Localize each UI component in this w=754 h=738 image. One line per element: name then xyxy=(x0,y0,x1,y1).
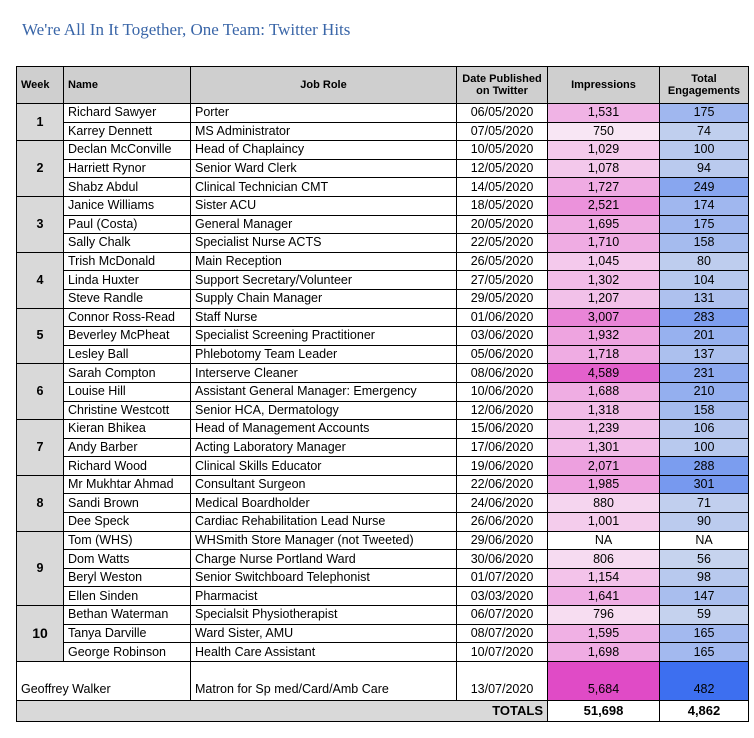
impressions-cell: 1,207 xyxy=(548,289,660,308)
engagements-cell: 175 xyxy=(660,104,749,123)
name-cell: Steve Randle xyxy=(64,289,191,308)
table-row xyxy=(17,475,749,494)
impressions-cell: 1,318 xyxy=(548,401,660,420)
header-date: Date Published on Twitter xyxy=(457,67,548,104)
impressions-cell: 1,688 xyxy=(548,382,660,401)
role-cell: Clinical Technician CMT xyxy=(191,178,457,197)
engagements-cell: 137 xyxy=(660,345,749,364)
table-row xyxy=(17,104,749,123)
table-row xyxy=(17,438,749,457)
impressions-cell: 806 xyxy=(548,550,660,569)
engagements-cell: 158 xyxy=(660,401,749,420)
date-cell: 12/06/2020 xyxy=(457,401,548,420)
engagements-cell: 100 xyxy=(660,141,749,160)
extra-row-name: Geoffrey Walker xyxy=(17,661,191,700)
role-cell: Head of Chaplaincy xyxy=(191,141,457,160)
role-cell: Supply Chain Manager xyxy=(191,289,457,308)
name-cell: Richard Sawyer xyxy=(64,104,191,123)
role-cell: Senior Switchboard Telephonist xyxy=(191,568,457,587)
name-cell: Paul (Costa) xyxy=(64,215,191,234)
date-cell: 20/05/2020 xyxy=(457,215,548,234)
table-row xyxy=(17,457,749,476)
name-cell: Connor Ross-Read xyxy=(64,308,191,327)
extra-row-role: Matron for Sp med/Card/Amb Care xyxy=(191,661,457,700)
engagements-cell: 301 xyxy=(660,475,749,494)
name-cell: Shabz Abdul xyxy=(64,178,191,197)
table-row xyxy=(17,624,749,643)
table-row xyxy=(17,215,749,234)
role-cell: Cardiac Rehabilitation Lead Nurse xyxy=(191,513,457,532)
engagements-cell: 201 xyxy=(660,327,749,346)
name-cell: Louise Hill xyxy=(64,382,191,401)
geoffrey-walker-row xyxy=(17,661,749,700)
week-cell: 6 xyxy=(17,364,64,420)
impressions-cell: 880 xyxy=(548,494,660,513)
role-cell: Pharmacist xyxy=(191,587,457,606)
engagements-cell: 94 xyxy=(660,159,749,178)
engagements-cell: 98 xyxy=(660,568,749,587)
engagements-cell: 71 xyxy=(660,494,749,513)
header-name: Name xyxy=(64,67,191,104)
name-cell: Declan McConville xyxy=(64,141,191,160)
engagements-cell: 175 xyxy=(660,215,749,234)
name-cell: George Robinson xyxy=(64,643,191,662)
impressions-cell: 1,045 xyxy=(548,252,660,271)
impressions-cell: 4,589 xyxy=(548,364,660,383)
role-cell: Specialist Nurse ACTS xyxy=(191,234,457,253)
table-row xyxy=(17,308,749,327)
header-row xyxy=(17,67,749,104)
week-cell: 4 xyxy=(17,252,64,308)
name-cell: Beryl Weston xyxy=(64,568,191,587)
engagements-cell: 80 xyxy=(660,252,749,271)
role-cell: Staff Nurse xyxy=(191,308,457,327)
date-cell: 07/05/2020 xyxy=(457,122,548,141)
date-cell: 30/06/2020 xyxy=(457,550,548,569)
date-cell: 08/07/2020 xyxy=(457,624,548,643)
date-cell: 29/05/2020 xyxy=(457,289,548,308)
table-row xyxy=(17,364,749,383)
name-cell: Sally Chalk xyxy=(64,234,191,253)
table-row xyxy=(17,252,749,271)
date-cell: 06/07/2020 xyxy=(457,606,548,625)
impressions-cell: 1,698 xyxy=(548,643,660,662)
name-cell: Dom Watts xyxy=(64,550,191,569)
date-cell: 17/06/2020 xyxy=(457,438,548,457)
name-cell: Sarah Compton xyxy=(64,364,191,383)
date-cell: 10/07/2020 xyxy=(457,643,548,662)
name-cell: Tom (WHS) xyxy=(64,531,191,550)
role-cell: Ward Sister, AMU xyxy=(191,624,457,643)
date-cell: 03/06/2020 xyxy=(457,327,548,346)
name-cell: Lesley Ball xyxy=(64,345,191,364)
date-cell: 10/05/2020 xyxy=(457,141,548,160)
impressions-cell: 1,029 xyxy=(548,141,660,160)
table-row xyxy=(17,494,749,513)
engagements-cell: 100 xyxy=(660,438,749,457)
role-cell: Assistant General Manager: Emergency xyxy=(191,382,457,401)
name-cell: Janice Williams xyxy=(64,196,191,215)
role-cell: Phlebotomy Team Leader xyxy=(191,345,457,364)
table-row xyxy=(17,122,749,141)
engagements-cell: 283 xyxy=(660,308,749,327)
week-cell: 2 xyxy=(17,141,64,197)
extra-row-impressions: 5,684 xyxy=(548,661,660,700)
date-cell: 01/06/2020 xyxy=(457,308,548,327)
header-week: Week xyxy=(17,67,64,104)
week-cell: 3 xyxy=(17,196,64,252)
impressions-cell: 1,001 xyxy=(548,513,660,532)
impressions-cell: 1,595 xyxy=(548,624,660,643)
extra-row-date: 13/07/2020 xyxy=(457,661,548,700)
totals-label: TOTALS xyxy=(17,700,548,721)
table-row xyxy=(17,643,749,662)
name-cell: Christine Westcott xyxy=(64,401,191,420)
page-title: We're All In It Together, One Team: Twitter Hits xyxy=(22,20,351,39)
date-cell: 27/05/2020 xyxy=(457,271,548,290)
table-row xyxy=(17,196,749,215)
role-cell: Medical Boardholder xyxy=(191,494,457,513)
name-cell: Sandi Brown xyxy=(64,494,191,513)
role-cell: Sister ACU xyxy=(191,196,457,215)
date-cell: 18/05/2020 xyxy=(457,196,548,215)
week-cell: 7 xyxy=(17,420,64,476)
engagements-cell: 288 xyxy=(660,457,749,476)
role-cell: Charge Nurse Portland Ward xyxy=(191,550,457,569)
week-cell: 5 xyxy=(17,308,64,364)
week-cell: 8 xyxy=(17,475,64,531)
impressions-cell: 1,985 xyxy=(548,475,660,494)
header-job-role: Job Role xyxy=(191,67,457,104)
name-cell: Bethan Waterman xyxy=(64,606,191,625)
engagements-cell: 90 xyxy=(660,513,749,532)
impressions-cell: 1,239 xyxy=(548,420,660,439)
engagements-cell: 174 xyxy=(660,196,749,215)
table-body xyxy=(17,104,749,662)
role-cell: Senior Ward Clerk xyxy=(191,159,457,178)
impressions-cell: 1,301 xyxy=(548,438,660,457)
date-cell: 14/05/2020 xyxy=(457,178,548,197)
table-row xyxy=(17,159,749,178)
engagements-cell: 210 xyxy=(660,382,749,401)
table-row xyxy=(17,289,749,308)
impressions-cell: 1,695 xyxy=(548,215,660,234)
impressions-cell: 1,727 xyxy=(548,178,660,197)
role-cell: Clinical Skills Educator xyxy=(191,457,457,476)
impressions-cell: NA xyxy=(548,531,660,550)
header-engagements: Total Engagements xyxy=(660,67,749,104)
role-cell: MS Administrator xyxy=(191,122,457,141)
role-cell: Porter xyxy=(191,104,457,123)
engagements-cell: 158 xyxy=(660,234,749,253)
engagements-cell: 104 xyxy=(660,271,749,290)
impressions-cell: 1,154 xyxy=(548,568,660,587)
role-cell: Main Reception xyxy=(191,252,457,271)
table-row xyxy=(17,513,749,532)
date-cell: 19/06/2020 xyxy=(457,457,548,476)
table-row xyxy=(17,531,749,550)
table-row xyxy=(17,234,749,253)
role-cell: General Manager xyxy=(191,215,457,234)
impressions-cell: 2,071 xyxy=(548,457,660,476)
engagements-cell: NA xyxy=(660,531,749,550)
table-row xyxy=(17,550,749,569)
date-cell: 26/05/2020 xyxy=(457,252,548,271)
table-row xyxy=(17,327,749,346)
date-cell: 01/07/2020 xyxy=(457,568,548,587)
date-cell: 29/06/2020 xyxy=(457,531,548,550)
totals-engagements: 4,862 xyxy=(660,700,749,721)
impressions-cell: 1,932 xyxy=(548,327,660,346)
name-cell: Karrey Dennett xyxy=(64,122,191,141)
date-cell: 06/05/2020 xyxy=(457,104,548,123)
date-cell: 22/05/2020 xyxy=(457,234,548,253)
engagements-cell: 56 xyxy=(660,550,749,569)
engagements-cell: 165 xyxy=(660,643,749,662)
engagements-cell: 131 xyxy=(660,289,749,308)
role-cell: Senior HCA, Dermatology xyxy=(191,401,457,420)
engagements-cell: 231 xyxy=(660,364,749,383)
role-cell: Specialist Screening Practitioner xyxy=(191,327,457,346)
engagements-cell: 106 xyxy=(660,420,749,439)
role-cell: Support Secretary/Volunteer xyxy=(191,271,457,290)
week-cell: 9 xyxy=(17,531,64,605)
role-cell: Consultant Surgeon xyxy=(191,475,457,494)
week-cell: 10 xyxy=(17,606,64,662)
impressions-cell: 1,718 xyxy=(548,345,660,364)
date-cell: 03/03/2020 xyxy=(457,587,548,606)
impressions-cell: 1,531 xyxy=(548,104,660,123)
table-row xyxy=(17,401,749,420)
date-cell: 15/06/2020 xyxy=(457,420,548,439)
table-row xyxy=(17,271,749,290)
week-cell: 1 xyxy=(17,104,64,141)
table-row xyxy=(17,606,749,625)
totals-row xyxy=(17,700,749,721)
table-row xyxy=(17,568,749,587)
date-cell: 05/06/2020 xyxy=(457,345,548,364)
name-cell: Linda Huxter xyxy=(64,271,191,290)
role-cell: Head of Management Accounts xyxy=(191,420,457,439)
name-cell: Trish McDonald xyxy=(64,252,191,271)
totals-impressions: 51,698 xyxy=(548,700,660,721)
date-cell: 24/06/2020 xyxy=(457,494,548,513)
twitter-hits-table xyxy=(16,66,749,722)
header-impressions: Impressions xyxy=(548,67,660,104)
table-row xyxy=(17,587,749,606)
name-cell: Mr Mukhtar Ahmad xyxy=(64,475,191,494)
table-row xyxy=(17,382,749,401)
table-row xyxy=(17,141,749,160)
engagements-cell: 74 xyxy=(660,122,749,141)
impressions-cell: 2,521 xyxy=(548,196,660,215)
table-row xyxy=(17,345,749,364)
impressions-cell: 750 xyxy=(548,122,660,141)
impressions-cell: 1,302 xyxy=(548,271,660,290)
name-cell: Dee Speck xyxy=(64,513,191,532)
impressions-cell: 1,710 xyxy=(548,234,660,253)
role-cell: Specialsit Physiotherapist xyxy=(191,606,457,625)
role-cell: WHSmith Store Manager (not Tweeted) xyxy=(191,531,457,550)
role-cell: Health Care Assistant xyxy=(191,643,457,662)
date-cell: 26/06/2020 xyxy=(457,513,548,532)
date-cell: 08/06/2020 xyxy=(457,364,548,383)
role-cell: Acting Laboratory Manager xyxy=(191,438,457,457)
name-cell: Kieran Bhikea xyxy=(64,420,191,439)
table-row xyxy=(17,178,749,197)
date-cell: 22/06/2020 xyxy=(457,475,548,494)
name-cell: Ellen Sinden xyxy=(64,587,191,606)
impressions-cell: 1,078 xyxy=(548,159,660,178)
impressions-cell: 1,641 xyxy=(548,587,660,606)
date-cell: 10/06/2020 xyxy=(457,382,548,401)
date-cell: 12/05/2020 xyxy=(457,159,548,178)
table-row xyxy=(17,420,749,439)
name-cell: Harriett Rynor xyxy=(64,159,191,178)
impressions-cell: 3,007 xyxy=(548,308,660,327)
engagements-cell: 165 xyxy=(660,624,749,643)
impressions-cell: 796 xyxy=(548,606,660,625)
engagements-cell: 147 xyxy=(660,587,749,606)
engagements-cell: 249 xyxy=(660,178,749,197)
name-cell: Tanya Darville xyxy=(64,624,191,643)
engagements-cell: 59 xyxy=(660,606,749,625)
name-cell: Beverley McPheat xyxy=(64,327,191,346)
extra-row-engagements: 482 xyxy=(660,661,749,700)
name-cell: Richard Wood xyxy=(64,457,191,476)
name-cell: Andy Barber xyxy=(64,438,191,457)
role-cell: Interserve Cleaner xyxy=(191,364,457,383)
